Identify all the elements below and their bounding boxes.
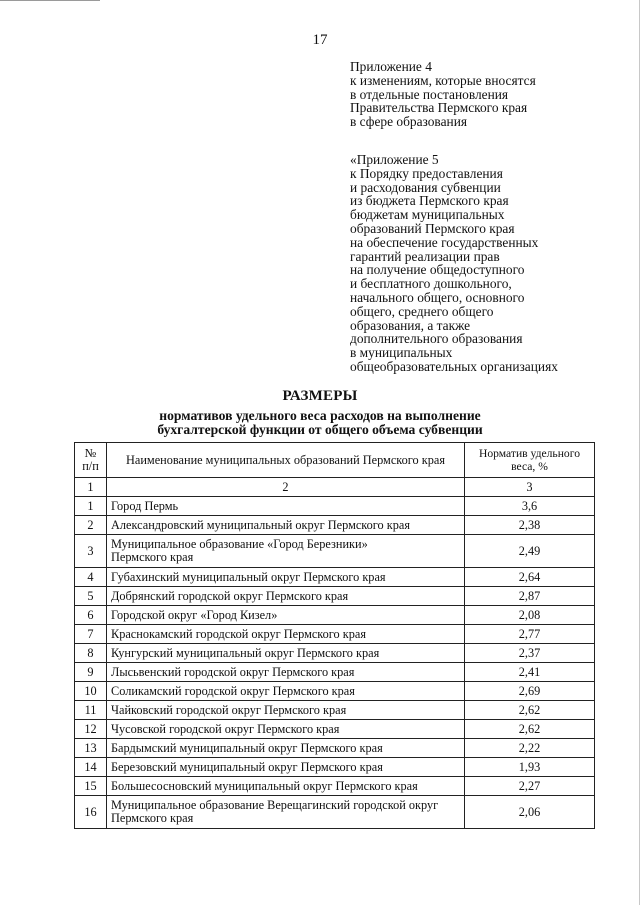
norm-value: 2,49 — [465, 535, 595, 568]
municipality-name: Краснокамский городской округ Пермского края — [107, 625, 465, 644]
norm-value: 2,69 — [465, 682, 595, 701]
row-number: 3 — [75, 535, 107, 568]
annex-line: общего, среднего общего — [350, 303, 494, 319]
municipality-name: Чайковский городской округ Пермского края — [107, 701, 465, 720]
name-line: Пермского края — [111, 550, 194, 564]
municipality-name: Чусовской городской округ Пермского края — [107, 720, 465, 739]
municipality-name — [107, 796, 465, 829]
table-row — [75, 739, 595, 758]
annex-line: в сфере образования — [350, 114, 468, 130]
norm-value: 2,62 — [465, 701, 595, 720]
annex-line: «Приложение 5 — [350, 152, 439, 167]
column-header-number — [75, 443, 107, 478]
row-number: 1 — [75, 497, 107, 516]
norm-value: 1,93 — [465, 758, 595, 777]
norm-value: 2,38 — [465, 516, 595, 535]
table-row — [75, 701, 595, 720]
column-header-value — [465, 443, 595, 478]
annex-line: образований Пермского края — [350, 220, 515, 236]
annex-4-header — [350, 60, 536, 129]
row-number: 8 — [75, 644, 107, 663]
row-number: 9 — [75, 663, 107, 682]
table-row — [75, 663, 595, 682]
annex-line: на обеспечение государственных — [350, 234, 539, 250]
norm-value: 2,22 — [465, 739, 595, 758]
norm-value: 3,6 — [465, 497, 595, 516]
annex-line: в отдельные постановления — [350, 86, 509, 102]
table-header-row — [75, 443, 595, 478]
municipality-name: Губахинский муниципальный округ Пермского края — [107, 568, 465, 587]
subtitle-line: бухгалтерской функции от общего объема субвенции — [157, 421, 483, 437]
document-title: РАЗМЕРЫ — [282, 388, 358, 404]
table-row — [75, 796, 595, 829]
header-line: № — [84, 446, 97, 460]
table-row — [75, 568, 595, 587]
annex-line: бюджетам муниципальных — [350, 207, 505, 223]
table-row — [75, 625, 595, 644]
annex-line: образования, а также — [350, 317, 471, 333]
municipality-name: Березовский муниципальный округ Пермского края — [107, 758, 465, 777]
page-number: 17 — [312, 32, 328, 48]
annex-5-header — [350, 153, 558, 374]
row-number: 11 — [75, 701, 107, 720]
column-index: 3 — [465, 478, 595, 497]
municipality-name: Лысьвенский городской округ Пермского края — [107, 663, 465, 682]
norm-value: 2,06 — [465, 796, 595, 829]
table-row — [75, 682, 595, 701]
subtitle-line: нормативов удельного веса расходов на выполнение — [159, 408, 481, 423]
row-number: 7 — [75, 625, 107, 644]
row-number: 10 — [75, 682, 107, 701]
norm-value: 2,37 — [465, 644, 595, 663]
table-row — [75, 606, 595, 625]
annex-line: к изменениям, которые вносятся — [350, 72, 536, 88]
table-row — [75, 497, 595, 516]
scan-edge-line — [0, 0, 100, 1]
norm-value: 2,27 — [465, 777, 595, 796]
municipality-name: Город Пермь — [107, 497, 465, 516]
row-number: 15 — [75, 777, 107, 796]
municipality-name: Городской округ «Город Кизел» — [107, 606, 465, 625]
table-row — [75, 587, 595, 606]
norm-value: 2,87 — [465, 587, 595, 606]
municipality-name: Александровский муниципальный округ Пермского края — [107, 516, 465, 535]
column-index: 2 — [107, 478, 465, 497]
row-number: 14 — [75, 758, 107, 777]
column-index-row — [75, 478, 595, 497]
municipality-name: Большесосновский муниципальный округ Пермского края — [107, 777, 465, 796]
name-line: Пермского края — [111, 811, 194, 825]
norms-table — [74, 442, 595, 829]
norm-value: 2,62 — [465, 720, 595, 739]
annex-line: и бесплатного дошкольного, — [350, 276, 512, 292]
annex-line: и расходования субвенции — [350, 179, 501, 195]
municipality-name: Бардымский муниципальный округ Пермского края — [107, 739, 465, 758]
norm-value: 2,41 — [465, 663, 595, 682]
municipality-name: Кунгурский муниципальный округ Пермского края — [107, 644, 465, 663]
municipality-name: Соликамский городской округ Пермского края — [107, 682, 465, 701]
row-number: 5 — [75, 587, 107, 606]
annex-line: в муниципальных — [350, 345, 453, 361]
row-number: 16 — [75, 796, 107, 829]
annex-line: из бюджета Пермского края — [350, 193, 509, 209]
annex-line: гарантий реализации прав — [350, 248, 500, 264]
annex-line: общеобразовательных организациях — [350, 358, 558, 374]
annex-line: к Порядку предоставления — [350, 165, 503, 181]
table-row — [75, 535, 595, 568]
norm-value: 2,08 — [465, 606, 595, 625]
name-line: Муниципальное образование «Город Березники» — [111, 537, 368, 551]
table-row — [75, 777, 595, 796]
municipality-name — [107, 535, 465, 568]
annex-line: на получение общедоступного — [350, 262, 525, 278]
row-number: 4 — [75, 568, 107, 587]
norm-value: 2,77 — [465, 625, 595, 644]
row-number: 6 — [75, 606, 107, 625]
annex-line: Приложение 4 — [350, 59, 432, 74]
row-number: 2 — [75, 516, 107, 535]
norm-value: 2,64 — [465, 568, 595, 587]
row-number: 13 — [75, 739, 107, 758]
table-row — [75, 516, 595, 535]
annex-line: дополнительного образования — [350, 331, 523, 347]
table-row — [75, 720, 595, 739]
header-line: п/п — [82, 459, 99, 473]
document-subtitle — [0, 409, 640, 436]
annex-line: начального общего, основного — [350, 289, 525, 305]
table-row — [75, 758, 595, 777]
column-index: 1 — [75, 478, 107, 497]
municipality-name: Добрянский городской округ Пермского края — [107, 587, 465, 606]
column-header-name: Наименование муниципальных образований Пермского края — [107, 443, 465, 478]
name-line: Муниципальное образование Верещагинский городской округ — [111, 798, 439, 812]
header-line: веса, % — [511, 460, 548, 473]
annex-line: Правительства Пермского края — [350, 100, 528, 116]
header-line: Норматив удельного — [479, 447, 580, 460]
row-number: 12 — [75, 720, 107, 739]
table-row — [75, 644, 595, 663]
